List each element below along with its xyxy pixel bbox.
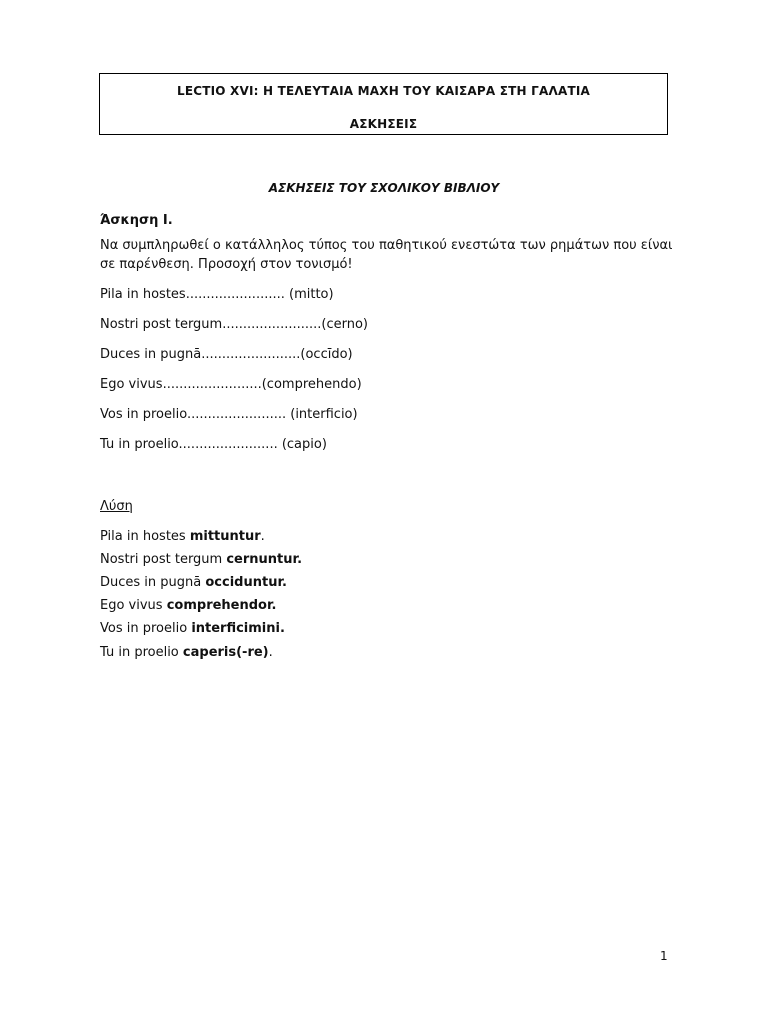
solution-answer: caperis(-re) bbox=[182, 645, 269, 660]
solution-item bbox=[100, 528, 265, 546]
exercise-item: Ego vivus........................(comprehendo) bbox=[100, 377, 362, 392]
solution-suffix: . bbox=[268, 645, 273, 660]
solution-answer: occiduntur. bbox=[205, 575, 287, 590]
solution-item bbox=[100, 597, 276, 615]
solution-title: Λύση bbox=[100, 499, 133, 514]
exercise-item: Vos in proelio........................ (interficio) bbox=[100, 407, 358, 422]
section-heading: ΑΣΚΗΣΕΙΣ ΤΟΥ ΣΧΟΛΙΚΟΥ ΒΙΒΛΙΟΥ bbox=[268, 181, 500, 195]
title-box bbox=[99, 73, 668, 135]
solution-suffix: . bbox=[260, 529, 265, 544]
solution-prefix: Ego vivus bbox=[100, 598, 167, 613]
solution-answer: interficimini. bbox=[191, 621, 285, 636]
solution-prefix: Duces in pugnā bbox=[100, 575, 206, 590]
solution-prefix: Nostri post tergum bbox=[100, 552, 227, 567]
solution-answer: comprehendor. bbox=[166, 598, 277, 613]
solution-answer: mittuntur bbox=[189, 529, 261, 544]
exercise-title: Άσκηση Ι. bbox=[100, 213, 173, 228]
page-number: 1 bbox=[660, 949, 668, 963]
solution-item bbox=[100, 551, 302, 569]
solution-prefix: Vos in proelio bbox=[100, 621, 192, 636]
solution-prefix: Pila in hostes bbox=[100, 529, 190, 544]
document-subtitle: ΑΣΚΗΣΕΙΣ bbox=[349, 117, 418, 131]
document-title: LECTIO XVI: Η ΤΕΛΕΥΤΑΙΑ ΜΑΧΗ ΤΟΥ ΚΑΙΣΑΡΑ ΣΤΗ ΓΑΛΑΤΙΑ bbox=[176, 84, 591, 98]
exercise-item: Pila in hostes........................ (mitto) bbox=[100, 287, 334, 302]
solution-item bbox=[100, 574, 287, 592]
exercise-item: Nostri post tergum........................(cerno) bbox=[100, 317, 368, 332]
solution-prefix: Tu in proelio bbox=[100, 645, 183, 660]
solution-answer: cernuntur. bbox=[226, 552, 303, 567]
exercise-instructions-line-1: Να συμπληρωθεί ο κατάλληλος τύπος του παθητικού ενεστώτα των ρημάτων που είναι bbox=[100, 238, 673, 253]
solution-item bbox=[100, 620, 285, 638]
solution-item bbox=[100, 644, 273, 662]
exercise-item: Tu in proelio........................ (capio) bbox=[100, 437, 327, 452]
exercise-instructions-line-2: σε παρένθεση. Προσοχή στον τονισμό! bbox=[100, 257, 353, 272]
exercise-item: Duces in pugnā........................(occīdo) bbox=[100, 347, 353, 362]
